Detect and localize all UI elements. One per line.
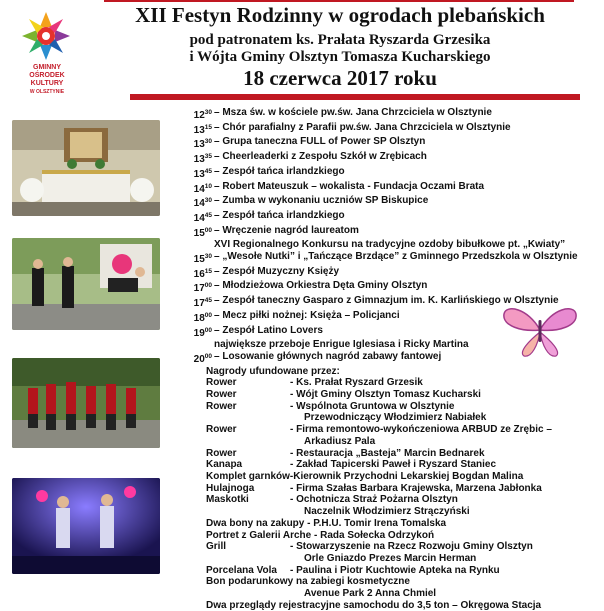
prize-name: Rower <box>206 400 237 412</box>
prize-name: Rower <box>206 377 237 389</box>
schedule-row <box>160 107 604 122</box>
prize-name: Porcelana Vola <box>206 564 277 576</box>
prize-donor: Orle Gniazdo Prezes Marcin Herman <box>304 552 477 564</box>
schedule-text: – Grupa taneczna FULL of Power SP Olsztyn <box>214 136 426 148</box>
schedule-text: – Zespół tańca irlandzkiego <box>214 165 345 177</box>
prize-row <box>160 389 604 401</box>
schedule-text: – Zespół Muzyczny Księży <box>214 265 340 277</box>
schedule-continuation-1: XVI Regionalnego Konkursu na tradycyjne ozdoby bibułkowe pt. „Kwiaty” <box>214 239 566 251</box>
schedule-row <box>160 295 604 310</box>
schedule-time: $14^{10}$ <box>193 182 212 195</box>
schedule-row <box>160 151 604 166</box>
page-title: XII Festyn Rodzinny w ogrodach plebańskich <box>135 3 545 27</box>
schedule-time: $12^{30}$ <box>193 109 212 121</box>
photo-marching-band <box>12 358 160 448</box>
prize-donor: - Ks. Prałat Ryszard Grzesik <box>290 377 423 389</box>
schedule-text: – Msza św. w kościele pw.św. Jana Chrzciciela w Olsztynie <box>214 107 492 118</box>
schedule-text: – Zespół Latino Lovers <box>214 324 323 336</box>
prize-donor: - Rada Sołecka Odrzykoń <box>314 529 435 541</box>
schedule-time: $16^{15}$ <box>193 267 212 280</box>
schedule-row <box>160 325 604 340</box>
prize-name: Hulajnoga <box>206 482 255 494</box>
flower-logo-icon <box>20 8 72 68</box>
prize-row <box>160 377 604 389</box>
prize-name: Portret z Galerii Arche <box>206 529 312 541</box>
prize-donor: Przewodniczący Włodzimierz Nabiałek <box>304 412 487 424</box>
prize-span-2-cont: Avenue Park 2 Anna Chmiel <box>304 588 437 600</box>
schedule-time: $13^{45}$ <box>193 167 212 180</box>
prize-row <box>160 448 604 460</box>
schedule-time: $13^{35}$ <box>193 153 212 166</box>
schedule-text: – Zespół tańca irlandzkiego <box>214 209 345 221</box>
schedule-row <box>160 266 604 281</box>
schedule-row <box>160 136 604 151</box>
schedule-time: $14^{45}$ <box>193 211 212 224</box>
prize-donor: - Paulina i Piotr Kuchtowie Apteka na Rynku <box>290 564 500 576</box>
prize-name: Rower <box>206 389 237 401</box>
logo-text <box>14 64 80 96</box>
schedule-row <box>160 181 604 196</box>
prize-donor: Arkadiusz Pala <box>304 435 376 447</box>
schedule-time: $17^{45}$ <box>193 297 212 310</box>
prize-donor: - Wójt Gminy Olsztyn Tomasz Kucharski <box>290 389 481 401</box>
schedule-row <box>160 225 604 240</box>
prizes-header: Nagrody ufundowane przez: <box>206 365 340 377</box>
schedule-text: – Cheerleaderki z Zespołu Szkół w Zrębicach <box>214 151 427 163</box>
logo-line3: KULTURY <box>30 80 64 87</box>
prize-row <box>160 424 604 436</box>
logo-line2: OŚRODEK <box>29 72 65 79</box>
prize-donor: - P.H.U. Tomir Irena Tomalska <box>307 517 447 529</box>
logo-line1: GMINNY <box>33 64 61 71</box>
prize-span-1: Komplet garnków-Kierownik Przychodni Lekarskiej Bogdan Malina <box>206 470 524 482</box>
schedule-row <box>160 251 604 266</box>
prize-name: Maskotki <box>206 494 249 506</box>
schedule-time: $15^{30}$ <box>193 253 212 266</box>
schedule-row <box>160 195 604 210</box>
prizes-list-1 <box>160 377 604 471</box>
schedule-row <box>160 122 604 137</box>
schedule-text: – Zumba w wykonaniu uczniów SP Biskupice <box>214 195 429 207</box>
schedule-row <box>160 351 604 366</box>
schedule-text: – Zespół taneczny Gasparo z Gimnazjum im. K. Karlińskiego w Olsztynie <box>214 295 559 307</box>
prize-name: Rower <box>206 424 237 436</box>
schedule-time: $13^{15}$ <box>193 123 212 136</box>
prize-donor: - Firma Szałas Barbara Krajewska, Marzena Jabłonka <box>290 482 542 494</box>
schedule-text: – Mecz piłki nożnej: Księża – Policjanci <box>214 309 400 321</box>
schedule-row <box>160 210 604 225</box>
prize-name: Kanapa <box>206 459 243 471</box>
prize-row <box>160 506 604 518</box>
prize-row <box>160 483 604 495</box>
schedule-time: $17^{00}$ <box>193 282 212 295</box>
prize-donor: - Wspólnota Gruntowa w Olsztynie <box>290 400 455 412</box>
schedule-text: – Losowanie głównych nagród zabawy fantowej <box>214 350 442 362</box>
prize-donor: - Ochotnicza Straż Pożarna Olsztyn <box>290 494 458 506</box>
prize-row <box>160 565 604 577</box>
prize-name: Dwa bony na zakupy <box>206 517 305 529</box>
schedule-row <box>160 166 604 181</box>
schedule-text: – Robert Mateuszuk – wokalista - Fundacja Oczami Brata <box>214 180 485 192</box>
patronage-line-1: pod patronatem ks. Prałata Ryszarda Grzesika <box>189 32 491 48</box>
schedule-time: $19^{00}$ <box>193 326 212 339</box>
logo-line4: W OLSZTYNIE <box>29 89 65 95</box>
schedule-row <box>160 310 604 325</box>
prizes-list-2 <box>160 483 604 577</box>
prize-span-3: Dwa przeglądy rejestracyjne samochodu do 3,5 ton – Okręgowa Stacja <box>206 599 542 611</box>
schedule-time: $15^{00}$ <box>193 226 212 239</box>
schedule-time: $18^{00}$ <box>193 311 212 324</box>
schedule-time: $13^{30}$ <box>193 138 212 151</box>
prize-donor: Naczelnik Włodzimierz Strączyński <box>304 506 470 518</box>
schedule-text: – „Wesołe Nutki” i „Tańczące Brzdące” z Gminnego Przedszkola w Olsztynie <box>214 251 578 263</box>
schedule-time: $20^{00}$ <box>193 352 212 365</box>
schedule-continuation-2: największe przeboje Enrigue Iglesiasa i Ricky Martina <box>214 339 469 351</box>
prize-row <box>160 412 604 424</box>
gok-logo <box>20 8 72 116</box>
schedule-row <box>160 280 604 295</box>
prize-donor: - Zakład Tapicerski Paweł i Ryszard Staniec <box>290 459 497 471</box>
prize-name: Rower <box>206 447 237 459</box>
prize-row <box>160 541 604 553</box>
prize-donor: - Firma remontowo-wykończeniowa ARBUD ze Zrębic – <box>290 424 552 436</box>
prize-name: Grill <box>206 541 227 553</box>
schedule-block-1 <box>160 107 604 239</box>
prize-span-2: Bon podarunkowy na zabiegi kosmetyczne <box>206 576 410 588</box>
prize-donor: - Restauracja „Basteja” Marcin Bednarek <box>290 447 485 459</box>
photo-church-mass <box>12 120 160 216</box>
schedule-text: – Chór parafialny z Parafii pw.św. Jana Chrzciciela w Olsztynie <box>214 121 511 133</box>
prize-row <box>160 436 604 448</box>
schedule-block-2 <box>160 251 604 339</box>
header-red-bar <box>130 94 580 100</box>
schedule-text: – Młodzieżowa Orkiestra Dęta Gminy Olsztyn <box>214 280 428 292</box>
prize-row <box>160 494 604 506</box>
photo-priests-band <box>12 238 160 330</box>
photo-stage-dancers <box>12 478 160 574</box>
schedule-time: $14^{30}$ <box>193 197 212 210</box>
prize-row <box>160 518 604 530</box>
prize-row <box>160 401 604 413</box>
program-schedule <box>160 107 604 611</box>
prize-donor: - Stowarzyszenie na Rzecz Rozwoju Gminy Olsztyn <box>290 541 533 553</box>
schedule-text: – Wręczenie nagród laureatom <box>214 224 359 236</box>
prize-row <box>160 530 604 542</box>
prize-row <box>160 459 604 471</box>
patronage-line-2: i Wójta Gminy Olsztyn Tomasza Kucharskiego <box>189 49 491 65</box>
event-date: 18 czerwca 2017 roku <box>243 66 437 90</box>
header-top-bar <box>104 0 574 2</box>
prize-row <box>160 553 604 565</box>
